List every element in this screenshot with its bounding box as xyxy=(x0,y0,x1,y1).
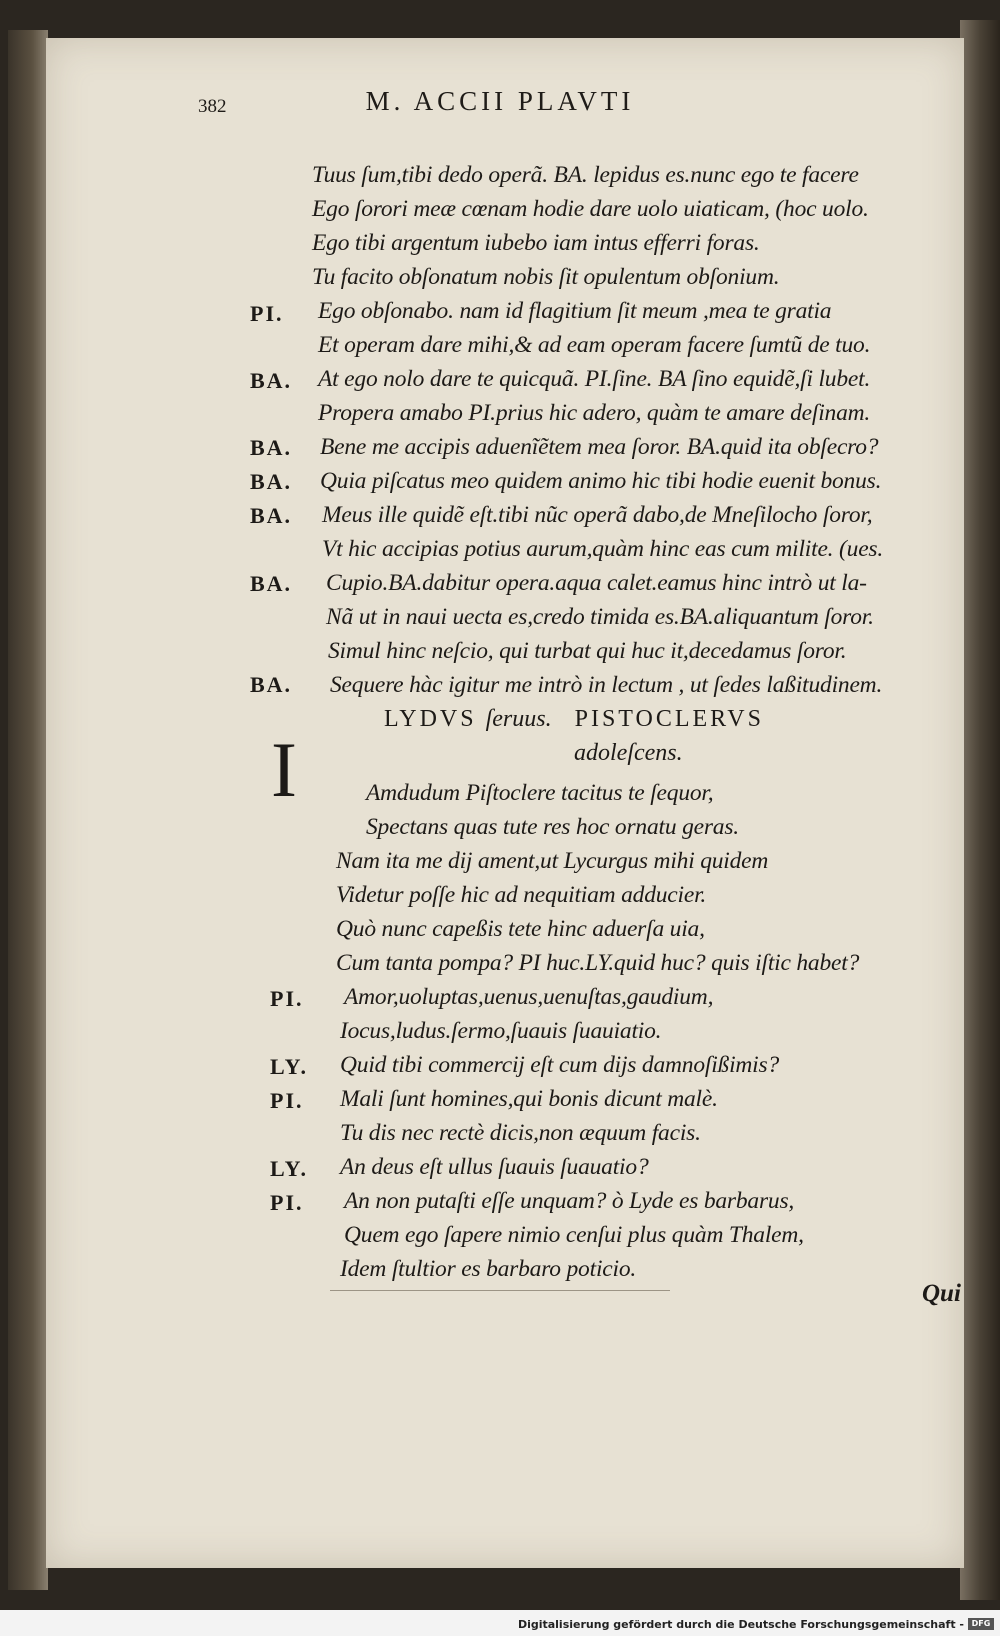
page-number: 382 xyxy=(198,96,227,117)
text-line: Nã ut in naui uecta es,credo timida es.BA.aliquantum ſoror. xyxy=(326,604,874,630)
speaker-label: BA. xyxy=(250,368,293,393)
verse-line: Spectans quas tute res hoc ornatu geras. xyxy=(366,814,739,840)
verse-line: Quem ego ſapere nimio cenſui plus quàm Thalem, xyxy=(344,1222,804,1248)
text-line: Tu facito obſonatum nobis ſit opulentum obſonium. xyxy=(312,264,780,290)
verse-line: An deus eſt ullus ſuauis ſuauatio? xyxy=(340,1154,649,1180)
verse-line: An non putaſti eſſe unquam? ò Lyde es barbarus, xyxy=(344,1188,795,1214)
text-line: At ego nolo dare te quicquã. PI.ſine. BA ſino equidẽ,ſi lubet. xyxy=(318,366,871,392)
speaker-label: BA. xyxy=(250,571,293,596)
speaker-label: PI. xyxy=(270,1190,304,1215)
text-line: Ego tibi argentum iubebo iam intus efferri foras. xyxy=(312,230,760,256)
speaker-label: BA. xyxy=(250,435,293,460)
speaker-label: PI. xyxy=(270,986,304,1011)
ink-smudge-rule xyxy=(330,1290,670,1291)
character-name: LYDVS xyxy=(384,706,477,732)
text-line: Tuus ſum,tibi dedo operã. BA. lepidus es.nunc ego te facere xyxy=(312,162,859,188)
verse-line: Iocus,ludus.ſermo,ſuauis ſuauiatio. xyxy=(340,1018,662,1044)
verse-line: Tu dis nec rectè dicis,non æquum facis. xyxy=(340,1120,701,1146)
dfg-logo: DFG xyxy=(968,1618,994,1630)
speaker-label: PI. xyxy=(270,1088,304,1113)
character-role: ſeruus. xyxy=(485,706,552,732)
catchword: Qui xyxy=(922,1280,961,1307)
text-line: Propera amabo PI.prius hic adero, quàm te amare deſinam. xyxy=(318,400,871,426)
digitization-footer xyxy=(0,1614,1000,1636)
speaker-label: LY. xyxy=(270,1156,309,1181)
verse-line: Amor,uoluptas,uenus,uenuſtas,gaudium, xyxy=(344,984,714,1010)
book-edge-left xyxy=(8,30,48,1590)
speaker-label: PI. xyxy=(250,301,284,326)
verse-line: Amdudum Piſtoclere tacitus te ſequor, xyxy=(366,780,714,806)
speaker-label: BA. xyxy=(250,503,293,528)
scene-heading-role: adoleſcens. xyxy=(574,740,683,766)
funding-credit: Digitalisierung gefördert durch die Deutsche Forschungsgemeinschaft - xyxy=(517,1618,964,1631)
speaker-label: BA. xyxy=(250,672,293,697)
scene-heading xyxy=(384,706,764,733)
text-line: Bene me accipis aduenĩẽtem mea ſoror. BA.quid ita obſecro? xyxy=(320,434,879,460)
text-line: Sequere hàc igitur me intrò in lectum , ut ſedes laßitudinem. xyxy=(330,672,883,698)
text-line: Meus ille quidẽ eſt.tibi nũc operã dabo,de Mneſilocho ſoror, xyxy=(322,502,873,528)
text-line: Ego ſorori meæ cœnam hodie dare uolo uiaticam, (hoc uolo. xyxy=(312,196,869,222)
text-line: Et operam dare mihi,& ad eam operam facere ſumtũ de tuo. xyxy=(318,332,871,358)
verse-line: Videtur poſſe hic ad nequitiam adducier. xyxy=(336,882,707,908)
text-line: Quia piſcatus meo quidem animo hic tibi hodie euenit bonus. xyxy=(320,468,882,494)
verse-line: Cum tanta pompa? PI huc.LY.quid huc? quis iſtic habet? xyxy=(336,950,860,976)
text-line: Vt hic accipias potius aurum,quàm hinc eas cum milite. (ues. xyxy=(322,536,884,562)
verse-line: Quò nunc capeßis tete hinc aduerſa uia, xyxy=(336,916,705,942)
speaker-label: LY. xyxy=(270,1054,309,1079)
text-line: Ego obſonabo. nam id flagitium ſit meum ,mea te gratia xyxy=(318,298,832,324)
book-edge-right xyxy=(960,20,1000,1600)
verse-line: Nam ita me dij ament,ut Lycurgus mihi quidem xyxy=(336,848,769,874)
verse-line: Mali ſunt homines,qui bonis dicunt malè. xyxy=(340,1086,718,1112)
text-line: Cupio.BA.dabitur opera.aqua calet.eamus hinc intrò ut la- xyxy=(326,570,867,596)
verse-line: Idem ſtultior es barbaro poticio. xyxy=(340,1256,637,1282)
speaker-label: BA. xyxy=(250,469,293,494)
text-line: Simul hinc neſcio, qui turbat qui huc it,decedamus ſoror. xyxy=(328,638,847,664)
verse-line: Quid tibi commercij eſt cum dijs damnoſißimis? xyxy=(340,1052,779,1078)
running-head: M. ACCII PLAVTI xyxy=(365,86,635,116)
character-name: PISTOCLERVS xyxy=(574,706,764,732)
drop-capital: I xyxy=(271,726,297,813)
